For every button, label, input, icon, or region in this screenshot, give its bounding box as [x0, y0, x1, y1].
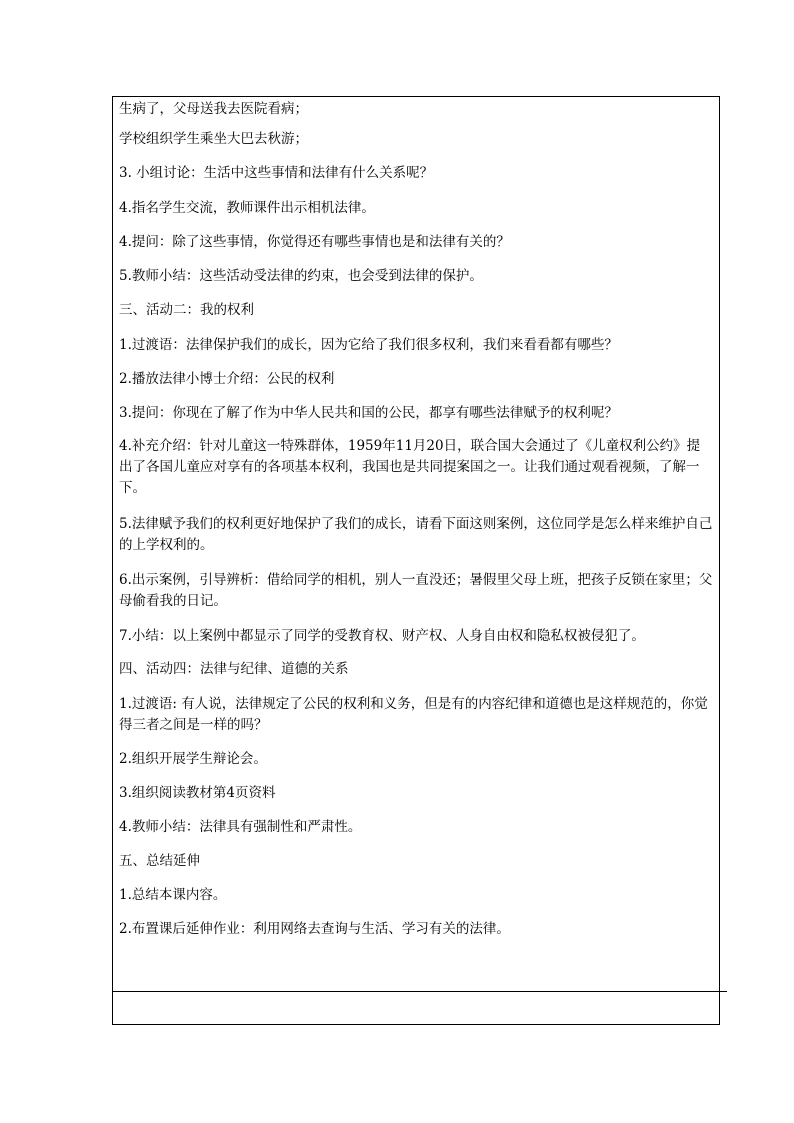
paragraph-1: 生病了，父母送我去医院看病； — [119, 101, 308, 117]
paragraph-3: 3. 小组讨论：生活中这些事情和法律有什么关系呢？ — [119, 165, 434, 181]
paragraph-10: 3.提问：你现在了解了作为中华人民共和国的公民，都享有哪些法律赋予的权利呢？ — [119, 405, 618, 421]
paragraph-11: 4.补充介绍：针对儿童这一特殊群体，1959年11月20日，联合国大会通过了《儿童权利公约》提出了各国儿童应对享有的各项基本权利，我国也是共同提案国之一。让我们通过观看视频，了解一下。 — [119, 438, 701, 496]
paragraph-5: 4.提问：除了这些事情，你觉得还有哪些事情也是和法律有关的？ — [119, 234, 510, 250]
section-heading-activity-2: 三、活动二：我的权利 — [119, 302, 254, 318]
paragraph-6: 5.教师小结：这些活动受法律的约束，也会受到法律的保护。 — [119, 268, 483, 284]
lesson-table — [112, 96, 720, 1025]
paragraph-16: 1.过渡语: 有人说，法律规定了公民的权利和义务，但是有的内容纪律和道德也是这样规范的，你觉得三者之间是一样的吗？ — [119, 696, 708, 733]
section-heading-activity-4: 四、活动四：法律与纪律、道德的关系 — [119, 661, 349, 677]
paragraph-13: 6.出示案例，引导辨析：借给同学的相机，别人一直没还；暑假里父母上班，把孩子反锁在家里；父母偷看我的日记。 — [119, 572, 713, 609]
paragraph-9: 2.播放法律小博士介绍：公民的权利 — [119, 371, 335, 387]
table-row-divider — [113, 991, 727, 992]
paragraph-17: 2.组织开展学生辩论会。 — [119, 751, 267, 767]
paragraph-2: 学校组织学生乘坐大巴去秋游； — [119, 131, 308, 147]
paragraph-19: 4.教师小结：法律具有强制性和严肃性。 — [119, 819, 362, 835]
paragraph-12: 5.法律赋予我们的权利更好地保护了我们的成长，请看下面这则案例，这位同学是怎么样来维护自己的上学权利的。 — [119, 516, 713, 553]
paragraph-14: 7.小结：以上案例中都显示了同学的受教育权、财产权、人身自由权和隐私权被侵犯了。 — [119, 628, 645, 644]
paragraph-4: 4.指名学生交流，教师课件出示相机法律。 — [119, 200, 375, 216]
paragraph-8: 1.过渡语：法律保护我们的成长，因为它给了我们很多权利，我们来看看都有哪些？ — [119, 337, 618, 353]
paragraph-18: 3.组织阅读教材第4页资料 — [119, 785, 276, 801]
section-heading-summary: 五、总结延伸 — [119, 853, 200, 869]
paragraph-22: 2.布置课后延伸作业：利用网络去查询与生活、学习有关的法律。 — [119, 921, 510, 937]
paragraph-21: 1.总结本课内容。 — [119, 887, 227, 903]
